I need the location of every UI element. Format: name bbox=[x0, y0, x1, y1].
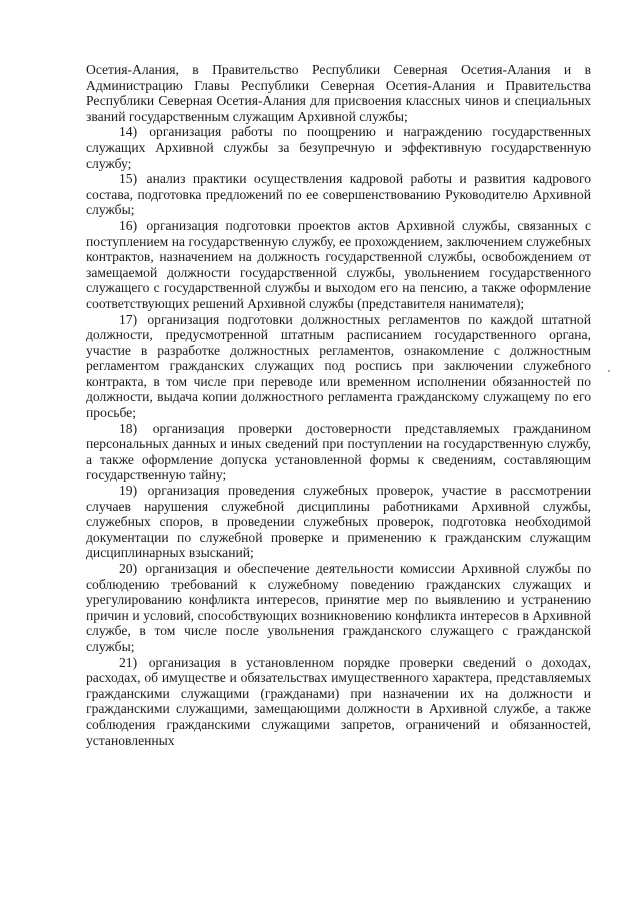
paragraph-number: 17) bbox=[119, 311, 138, 327]
paragraph-item-20 bbox=[86, 561, 591, 655]
paragraph-item-14 bbox=[86, 124, 591, 171]
paragraph-text: организация работы по поощрению и награждению государственных служащих Архивной службы за безупречную и эффективную государственную службу; bbox=[86, 124, 591, 171]
paragraph-text: анализ практики осуществления кадровой работы и развития кадрового состава, подготовка предложений по ее совершенствованию Руководителю Архивной службы; bbox=[86, 171, 591, 218]
paragraph-number: 16) bbox=[119, 217, 138, 233]
paragraph-text: организация подготовки должностных регламентов по каждой штатной должности, предусмотренной штатным расписанием государственного органа, участие в разработке должностных регламентов, ознакомление с должностным регламентом гражданских служащих под роспись при заключении служебного контракта, в том числе при переводе или временном исполнении обязанностей по должности, выдача копии должностного регламента гражданскому служащему по его просьбе; bbox=[86, 311, 591, 421]
scan-speck bbox=[608, 370, 610, 372]
paragraph-number: 18) bbox=[119, 420, 138, 436]
paragraph-item-21 bbox=[86, 655, 591, 749]
paragraph-number: 15) bbox=[119, 171, 138, 187]
paragraph-item-16 bbox=[86, 218, 591, 312]
paragraph-number: 14) bbox=[119, 124, 138, 140]
paragraph-item-15 bbox=[86, 171, 591, 218]
paragraph-number: 19) bbox=[119, 483, 138, 499]
paragraph-text: организация проверки достоверности представляемых гражданином персональных данных и иных сведений при поступлении на государственную службу, а также оформление допуска установленной формы к сведениям, составляющим государственную тайну; bbox=[86, 420, 591, 483]
paragraph-text: Осетия-Алания, в Правительство Республики Северная Осетия-Алания и в Администрацию Главы Республики Северная Осетия-Алания и Правительства Республики Северная Осетия-Алания для присвоения классных чинов и специальных званий государственным служащим Архивной службы; bbox=[86, 62, 591, 124]
paragraph-item-19 bbox=[86, 483, 591, 561]
paragraph-continuation bbox=[86, 62, 591, 124]
paragraph-text: организация и обеспечение деятельности комиссии Архивной службы по соблюдению требований к служебному поведению гражданских служащих и урегулированию конфликта интересов, принятие мер по выявлению и устранению причин и условий, способствующих возникновению конфликта интересов в Архивной службе, в том числе после увольнения гражданского служащего с гражданской службы; bbox=[86, 561, 591, 654]
paragraph-number: 20) bbox=[119, 561, 138, 576]
paragraph-item-17 bbox=[86, 312, 591, 421]
paragraph-number: 21) bbox=[119, 654, 138, 670]
document-page bbox=[86, 62, 591, 748]
paragraph-text: организация в установленном порядке проверки сведений о доходах, расходах, об имуществе и обязательствах имущественного характера, представляемых гражданскими служащими (гражданами) при назначении их на должности и гражданскими служащими, замещающими должности в Архивной службе, а также соблюдения гражданскими служащими запретов, ограничений и обязанностей, установленных bbox=[86, 654, 591, 748]
paragraph-item-18 bbox=[86, 421, 591, 483]
paragraph-text: организация подготовки проектов актов Архивной службы, связанных с поступлением на государственную службу, ее прохождением, заключением служебных контрактов, назначением на должность государственной службы, освобождением от замещаемой должности государственной службы, увольнением государственного служащего с государственной службы и выходом его на пенсию, а также оформление соответствующих решений Архивной службы (представителя нанимателя); bbox=[86, 217, 591, 311]
paragraph-text: организация проведения служебных проверок, участие в рассмотрении случаев нарушения служебной дисциплины работниками Архивной службы, служебных споров, в проведении служебных проверок, подготовка необходимой документации по служебной проверке и применению к гражданским служащим дисциплинарных взысканий; bbox=[86, 483, 591, 561]
